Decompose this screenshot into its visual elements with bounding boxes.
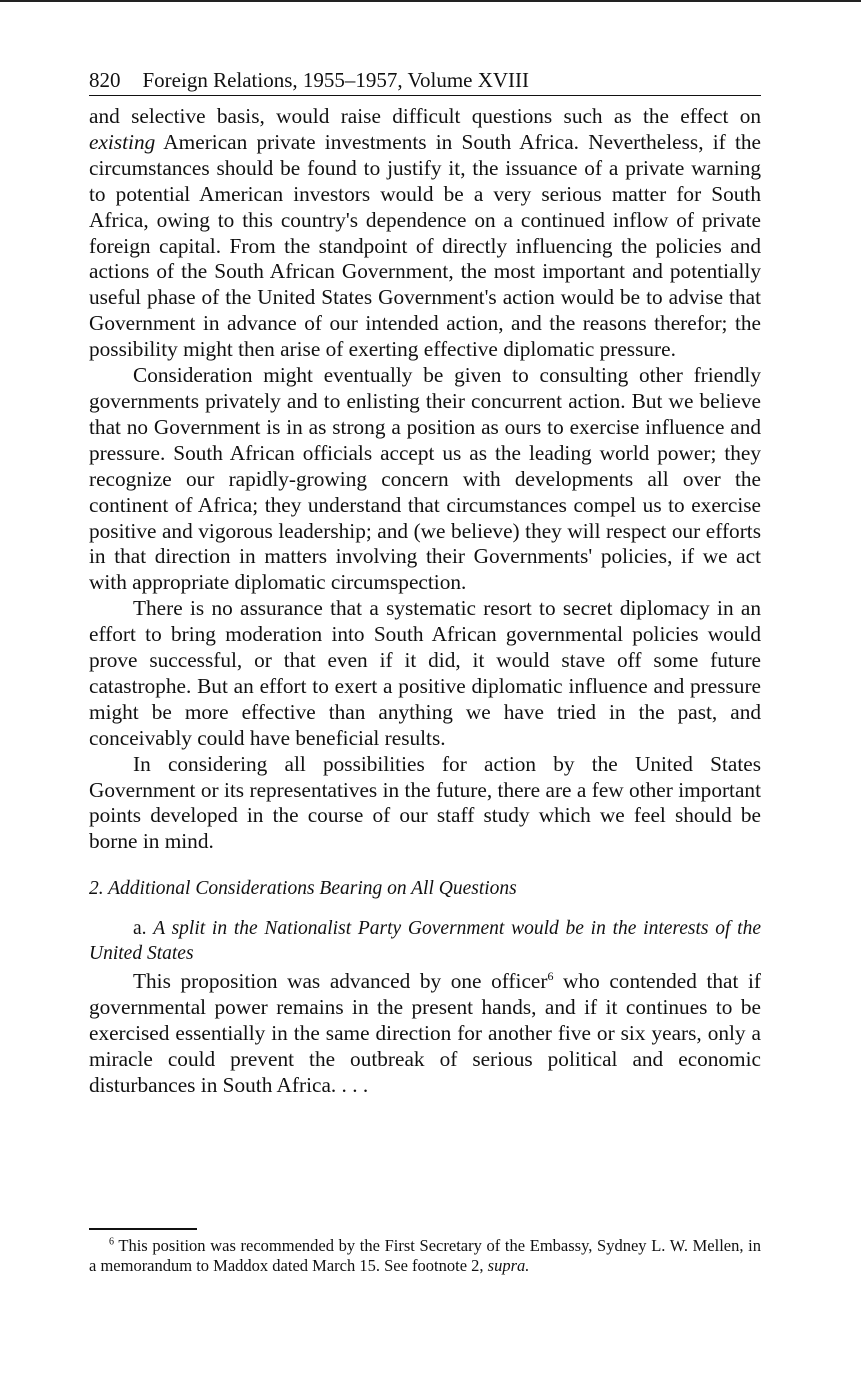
body-text	[89, 104, 761, 855]
footnote-reference[interactable]: 6	[547, 969, 554, 984]
volume-title: Foreign Relations, 1955–1957, Volume XVIII	[142, 68, 530, 92]
paragraph-1-rest: American private investments in South Africa. Nevertheless, if the circumstances should be found to justify it, the issuance of a private warning to potential American investors would be a very serious matter for South Africa, owing to this country's dependence on a continued inflow of private foreign capital. From the standpoint of directly influencing the policies and actions of the South African Government, the most important and potentially useful phase of the United States Government's action would be to advise that Government in advance of our intended action, and the reasons therefor; the possibility might then arise of exerting effective diplomatic pressure.	[89, 129, 761, 362]
footnote-divider	[89, 1228, 197, 1230]
paragraph-5-rest: who contended that if governmental power remains in the present hands, and if it continues to be exercised essentially in the same direction for another five or six years, only a miracle could prevent the outbreak of serious political and economic disturbances in South Africa. . . .	[89, 969, 762, 1097]
footnote-number: 6	[109, 1236, 114, 1248]
subsection-title: A split in the Nationalist Party Government would be in the interests of the United States	[89, 918, 761, 965]
section-heading: 2. Additional Considerations Bearing on All Questions	[89, 878, 517, 900]
footnote-supra: supra.	[487, 1256, 530, 1275]
paragraph-5	[89, 969, 761, 1099]
paragraph-3: There is no assurance that a systematic resort to secret diplomacy in an effort to bring moderation into South African governmental policies would prove successful, or that even if it did, it would stave off some future catastrophe. But an effort to exert a positive diplomatic influence and pressure might be more effective than anything we have tried in the past, and conceivably could have beneficial results.	[89, 596, 761, 750]
top-border-rule	[0, 0, 861, 2]
paragraph-1	[89, 104, 761, 363]
subsection-heading	[89, 916, 761, 966]
page-number: 820	[89, 68, 121, 92]
subsection-label: a.	[133, 918, 154, 940]
footnote-text: This position was recommended by the First Secretary of the Embassy, Sydney L. W. Mellen, in a memorandum to Maddox dated March 15. See footnote 2,	[89, 1236, 761, 1275]
page-content	[89, 66, 761, 1120]
paragraph-2: Consideration might eventually be given to consulting other friendly governments privately and to enlisting their concurrent action. But we believe that no Government is in as strong a position as ours to exercise influence and pressure. South African officials accept us as the leading world power; they recognize our rapidly-growing concern with developments all over the continent of Africa; they understand that circumstances compel us to exercise positive and vigorous leadership; and (we believe) they will respect our efforts in that direction in matters involving their Governments' policies, if we act with appropriate diplomatic circumspection.	[89, 363, 761, 595]
emphasis-existing: existing	[89, 129, 156, 154]
paragraph-5-start: This proposition was advanced by one officer	[133, 969, 548, 994]
running-header	[89, 66, 761, 96]
paragraph-4: In considering all possibilities for action by the United States Government or its representatives in the future, there are a few other important points developed in the course of our staff study which we feel should be borne in mind.	[89, 751, 761, 854]
footnote	[89, 1236, 761, 1276]
paragraph-1-start: and selective basis, would raise difficult questions such as the effect on	[89, 104, 761, 128]
